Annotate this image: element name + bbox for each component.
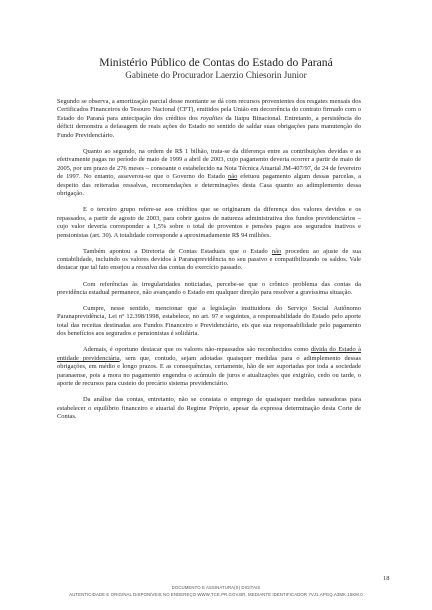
paragraph-2-nao-underlined: não — [228, 173, 238, 181]
paragraph-8-text: Da análise das contas, entretanto, não se constata o emprego de quaisquer medidas saneadoras para estabelecer o equilíbrio financeiro e atuarial do Regime Próprio, apesar da expressa determinação desta Corte de Contas. — [57, 396, 361, 421]
paragraph-3 — [57, 206, 361, 240]
paragraph-7 — [57, 346, 361, 388]
paragraph-1-royalties-italic: royalties — [200, 114, 223, 122]
letterhead — [0, 56, 432, 81]
paragraph-4-nao-underlined: não — [271, 247, 282, 255]
paragraph-6 — [57, 305, 361, 339]
institution-title: Ministério Público de Contas do Estado do Paraná — [99, 56, 333, 69]
paragraph-7-text-c: , sem que, contudo, sejam adotadas quaisquer medidas para o adimplemento dessas obrigações, em médio e longo prazos. E as consequências, certamente, hão de ser suportadas por toda a sociedade paranaense, pois a mora no pagamento engendra o acúmulo de juros e atualizações que exigirão, cedo ou tarde, o aporte de recursos para custeio do precário sistema previdenciário. — [57, 354, 361, 388]
paragraph-7-divida-underlined: dívida do Estado à entidade previdenciária — [57, 346, 362, 362]
paragraph-4-text-e: das contas do exercício passado. — [157, 264, 243, 272]
paragraph-1-text-c: da Itaipu Binacional. Entretanto, a persistência do déficit demonstra a defasagem de reais ações do Estado no sentido de saldar suas obrigações para manutenção do Fundo Previdenciário. — [57, 114, 361, 139]
page-number: 18 — [383, 575, 390, 582]
paragraph-6-text: Cumpre, nesse sentido, mencionar que a legislação instituidora do Serviço Social Autônomo Paranaprevidência, Lei nº 12.398/1998, estabelece, no art. 97 e seguintes, a responsabilidade do Estado pelo aporte total das receitas destinadas aos Fundos Financeiro e Previdenciário, eis que sua responsabilidade pelo pagamento dos benefícios aos segurados e pensionistas é solidária. — [57, 305, 361, 338]
office-subtitle: Gabinete do Procurador Laerzio Chiesorin Junior — [125, 70, 307, 80]
paragraph-2-text-c: efetuou pagamento algum dessas parcelas, a despeito das reiteradas ressalvas, recomendações e determinações desta Casa quanto ao adimplemento dessa obrigação. — [57, 173, 362, 198]
paragraph-4-text-a: Também apontou a Diretoria de Contas Estaduais que o Estado — [83, 247, 272, 255]
document-body — [57, 98, 361, 429]
paragraph-8 — [57, 396, 361, 421]
paragraph-4 — [57, 248, 361, 273]
paragraph-5-text: Com referências às irregularidades noticiadas, percebe-se que o crônico problema das contas da previdência estadual permanece, não avançando o Estado em qualquer direção para resolver a gravíssima situação. — [57, 280, 361, 296]
paragraph-1-text-a: Segundo se observa, a amortização parcial desse montante se dá com recursos provenientes dos resgates mensais dos Certificados Financeiros do Tesouro Nacional (CFT), emitidos pela União em decorrência do contrato firmado com o Estado do Paraná para antecipação dos créditos dos — [57, 98, 361, 122]
paragraph-4-text-c: procedeu ao ajuste de sua contabilidade, incluindo os valores devidos à Paranaprevidência no seu passivo e compatibilizando os saldos. Vale destacar que tal fato ensejou a — [57, 247, 361, 272]
footer-line-1: DOCUMENTO E ASSINATURA(S) DIGITAIS — [171, 585, 261, 590]
digital-signature-footer — [0, 585, 432, 598]
paragraph-1 — [57, 98, 361, 140]
paragraph-3-text: E o terceiro grupo refere-se aos créditos que se originaram da diferença dos valores devidos e os repassados, a partir de agosto de 2003, para cobrir gastos de natureza administrativa dos fundos previdenciários – cujo valor deveria corresponder a 1,5% sobre o total de proventos e pensões pagos aos segurados inativos e pensionistas (art. 30). A totalidade corresponde a aproximadamente R$ 94 milhões. — [57, 206, 361, 239]
paragraph-4-ressalva-italic: ressalva — [136, 264, 158, 272]
paragraph-2-text-a: Quanto ao segundo, na ordem de R$ 1 bilhão, trata-se da diferença entre as contribuições devidas e as efetivamente pagas no período de maio de 1999 a abril de 2003, cujo pagamento deveria ocorrer a partir de maio de 2005, por um prazo de 276 meses – consoante o estabelecido na Nota Técnica Atuarial JM-407/97, de 24 de fevereiro de 1997. No entanto, asseverou-se que o Governo do Estado — [57, 147, 361, 181]
paragraph-7-text-a: Ademais, é oportuno destacar que os valores não-repassados são reconhecidos como — [83, 346, 311, 354]
paragraph-2 — [57, 148, 361, 199]
paragraph-5 — [57, 281, 361, 298]
footer-line-2: AUTENTICIDADE E ORIGINAL DISPONÍVEIS NO ENDEREÇO WWW.TCE.PR.GOV.BR, MEDIANTE IDENTIFICADOR 7VJ1.APGQ.A3MK.15KM.0 — [69, 591, 363, 597]
